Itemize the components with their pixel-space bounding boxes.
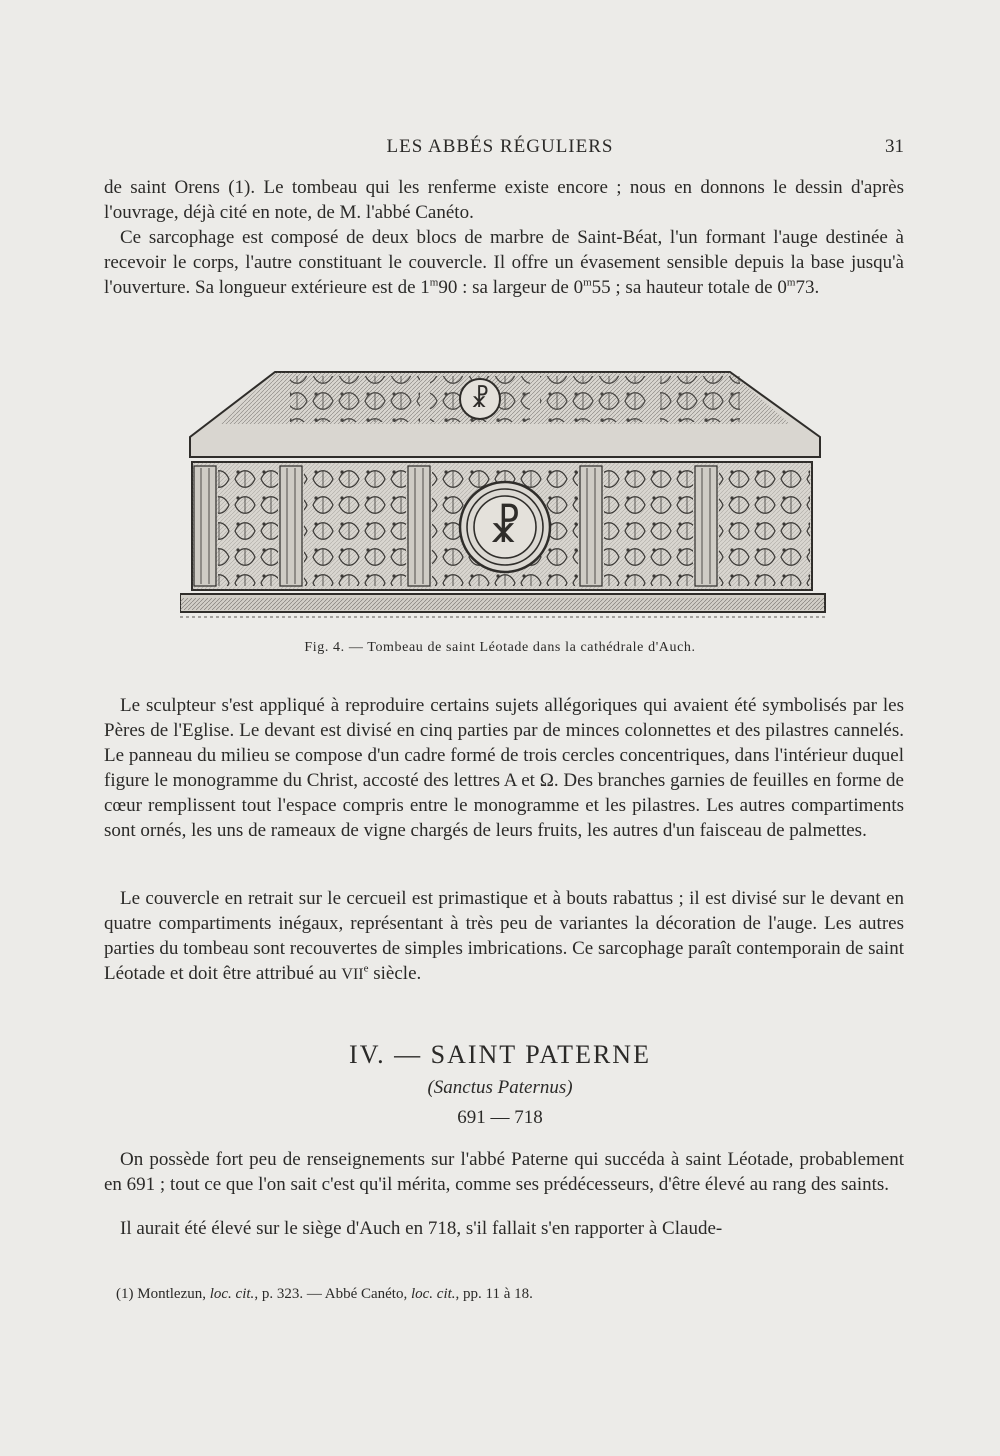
- paragraph-description: [104, 693, 904, 843]
- figure-caption: Fig. 4. — Tombeau de saint Léotade dans la cathédrale d'Auch.: [304, 640, 696, 655]
- paragraph-text: Le couvercle en retrait sur le cercueil est primastique et à bouts rabattus ; il est divisé sur le devant en quatre compartiments inégaux, représentant à très peu de variantes la décoration de l'auge. Les autres parties du tombeau sont recouvertes de simples imbrications. Ce sarcophage paraît contemporain de saint Léotade et doit être attribué au: [104, 888, 904, 984]
- lid-chi-rho: ☧: [470, 385, 490, 413]
- paragraph-text: 73.: [795, 277, 820, 298]
- unit-superscript: m: [583, 276, 592, 289]
- unit-superscript: m: [786, 276, 796, 289]
- paragraph-text: Le sculpteur s'est appliqué à reproduire certains sujets allégoriques qui avaient été symbolisés par les Pères de l'Eglise. Le devant est divisé en cinq parties par de minces colonnettes et des pilastres cannelés. Le panneau du milieu se compose d'un cadre formé de trois cercles concentriques, dans l'intérieur duquel figure le monogramme du Christ, accosté des lettres A et Ω. Des branches garnies de feuilles en forme de cœur remplissent tout l'espace compris entre le monogramme et les pilastres. Les autres compartiments sont ornés, les uns de rameaux de vigne chargés de leurs fruits, les autres d'un faisceau de palmettes.: [104, 695, 904, 841]
- paragraph-text: On possède fort peu de renseignements sur l'abbé Paterne qui succéda à saint Léotade, probablement en 691 ; tout ce que l'on sait c'est qu'il mérita, comme ses prédécesseurs, d'être élevé au rang des saints.: [104, 1149, 904, 1195]
- section-latin-name: (Sanctus Paternus): [427, 1077, 573, 1098]
- sarcophagus-engraving: [180, 362, 830, 627]
- paragraph-text: 55 ; sa hauteur totale de 0: [591, 277, 787, 298]
- medallion-chi-rho: ☧: [488, 503, 522, 552]
- page-number: 31: [885, 136, 904, 157]
- paragraph-intro-2: [104, 225, 904, 300]
- century-superscript: e: [363, 962, 369, 975]
- footnote: [116, 1284, 916, 1304]
- paragraph-intro-1: [104, 175, 904, 225]
- section-title: IV. — SAINT PATERNE: [349, 1040, 651, 1069]
- paragraph-paterne-1: [104, 1147, 904, 1197]
- footnote-text: (1) Montlezun,: [116, 1286, 210, 1302]
- century-numeral: VII: [341, 966, 364, 983]
- footnote-text: , p. 323. — Abbé Canéto,: [254, 1286, 411, 1302]
- unit-superscript: m: [429, 276, 439, 289]
- paragraph-text: de saint Orens (1). Le tombeau qui les renferme existe encore ; nous en donnons le dessin d'après l'ouvrage, déjà cité en note, de M. l'abbé Canéto.: [104, 177, 904, 223]
- section-dates: 691 — 718: [457, 1107, 543, 1128]
- footnote-text: , pp. 11 à 18.: [455, 1286, 533, 1302]
- paragraph-text: siècle.: [368, 963, 422, 984]
- footnote-citation: loc. cit.: [410, 1286, 456, 1302]
- footnote-citation: loc. cit.: [209, 1286, 255, 1302]
- paragraph-lid: [104, 886, 904, 987]
- paragraph-paterne-2: [104, 1216, 904, 1241]
- paragraph-text: Ce sarcophage est composé de deux blocs de marbre de Saint-Béat, l'un formant l'auge destinée à recevoir le corps, l'autre constituant le couvercle. Il offre un évasement sensible depuis la base jusqu'à l'ouverture. Sa longueur extérieure est de 1: [104, 227, 904, 298]
- running-head: LES ABBÉS RÉGULIERS: [386, 136, 614, 157]
- paragraph-text: 90 : sa largeur de 0: [438, 277, 584, 298]
- paragraph-text: Il aurait été élevé sur le siège d'Auch en 718, s'il fallait s'en rapporter à Claude-: [120, 1218, 723, 1239]
